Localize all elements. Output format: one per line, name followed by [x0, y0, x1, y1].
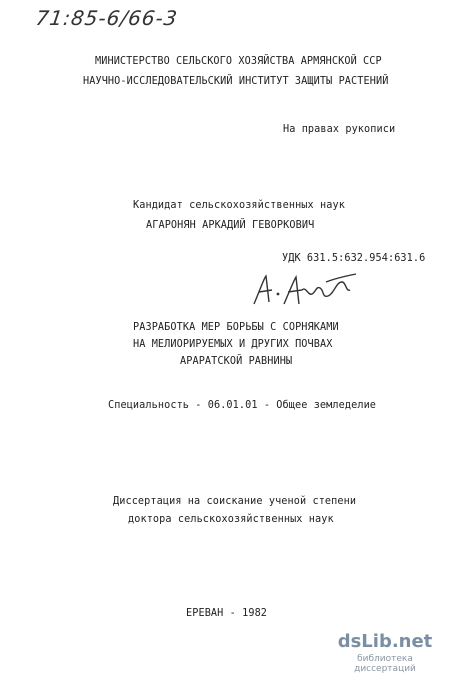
title-line-3: АРАРАТСКОЙ РАВНИНЫ [180, 356, 293, 367]
handwritten-archive-code: 71:85-6/66-3 [34, 6, 180, 30]
author-name: АГАРОНЯН АРКАДИЙ ГЕВОРКОВИЧ [146, 220, 315, 231]
dissertation-line-2: доктора сельскохозяйственных наук [128, 514, 334, 525]
title-line-1: РАЗРАБОТКА МЕР БОРЬБЫ С СОРНЯКАМИ [133, 322, 339, 333]
dslib-logo: dsLib.net [337, 631, 433, 652]
ministry-line: МИНИСТЕРСТВО СЕЛЬСКОГО ХОЗЯЙСТВА АРМЯНСКОЙ ССР [95, 56, 382, 67]
institute-line: НАУЧНО-ИССЛЕДОВАТЕЛЬСКИЙ ИНСТИТУТ ЗАЩИТЫ РАСТЕНИЙ [83, 76, 389, 87]
author-degree: Кандидат сельскохозяйственных наук [133, 200, 345, 211]
title-line-2: НА МЕЛИОРИРУЕМЫХ И ДРУГИХ ПОЧВАХ [133, 339, 333, 350]
rights-note: На правах рукописи [283, 124, 396, 135]
specialty-line: Специальность - 06.01.01 - Общее земледелие [108, 400, 377, 411]
udc-code: УДК 631.5:632.954:631.6 [282, 253, 426, 264]
place-and-year: ЕРЕВАН - 1982 [186, 608, 268, 619]
dslib-subtitle: библиотека диссертаций [354, 654, 416, 674]
dslib-watermark [330, 632, 440, 674]
dissertation-line-1: Диссертация на соискание ученой степени [113, 496, 357, 507]
author-signature [250, 272, 360, 312]
